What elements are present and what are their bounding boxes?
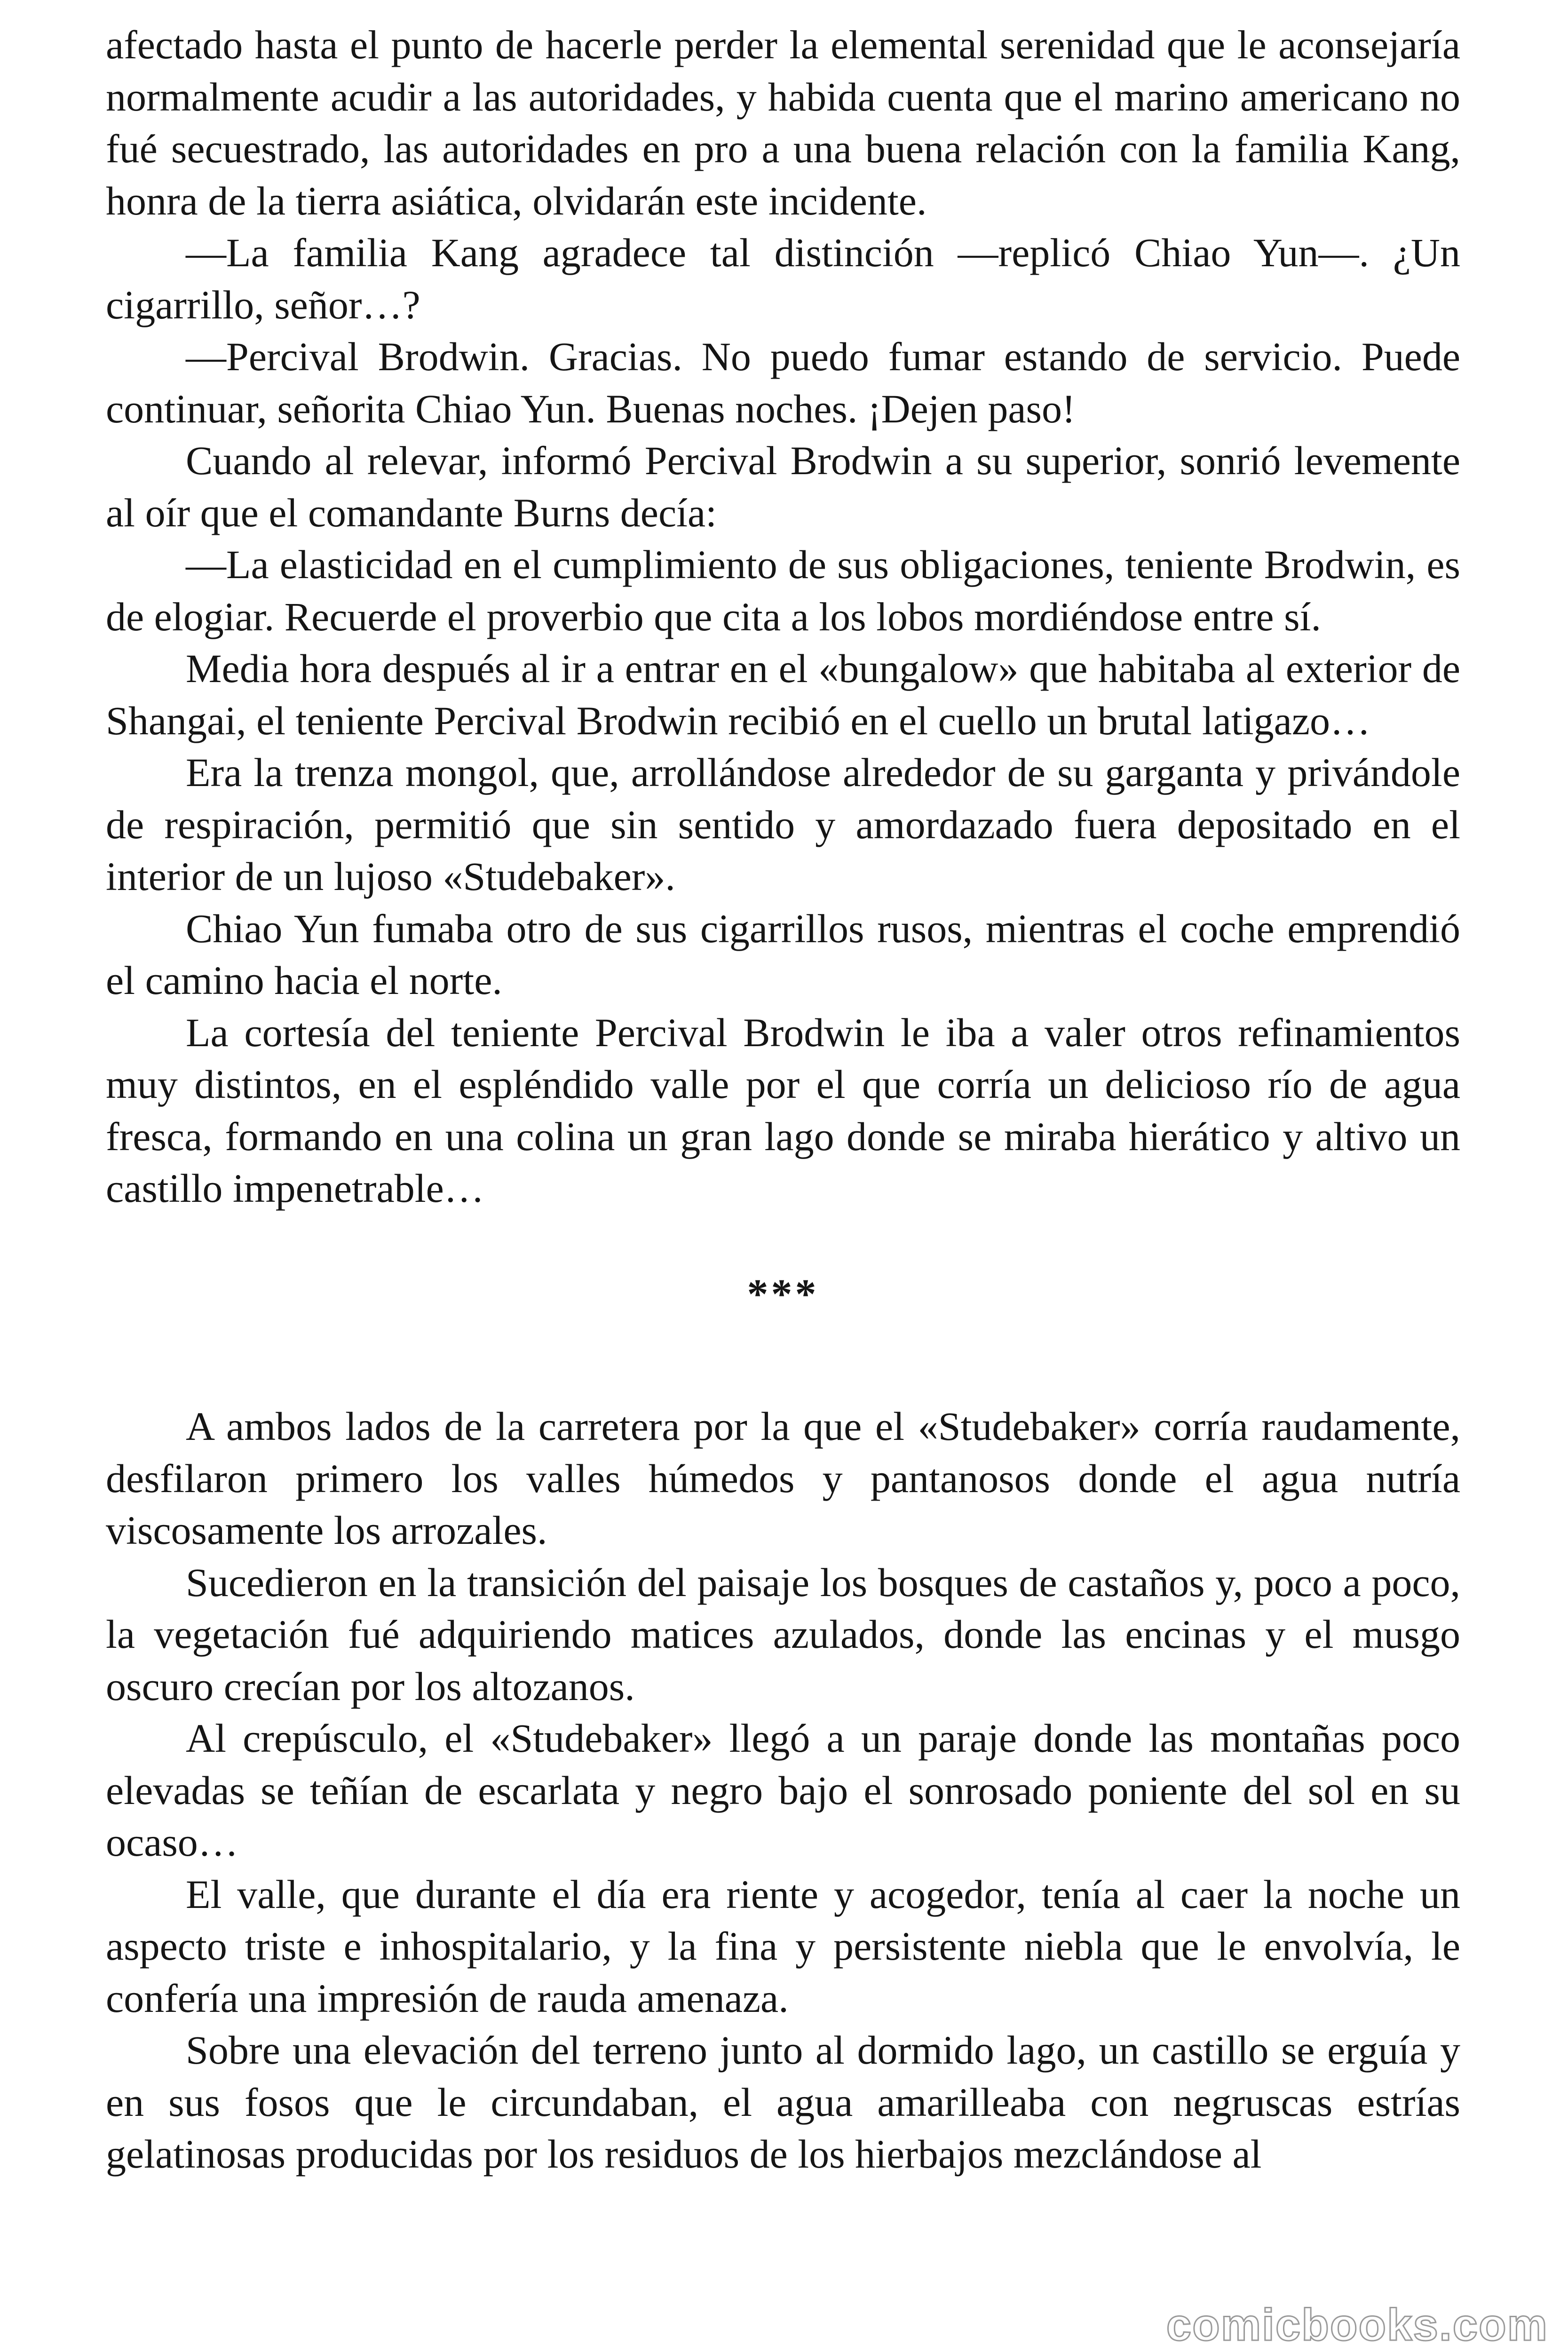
paragraph: Al crepúsculo, el «Studebaker» llegó a un paraje donde las montañas poco elevadas se teñían de escarlata y negro bajo el sonrosado poniente del sol en su ocaso… [106, 1716, 1460, 1865]
paragraph: Cuando al relevar, informó Percival Brodwin a su superior, sonrió levemente al oír que el comandante Burns decía: [106, 438, 1460, 535]
paragraph: A ambos lados de la carretera por la que el «Studebaker» corría raudamente, desfilaron primero los valles húmedos y pantanosos donde el agua nutría viscosamente los arrozales. [106, 1404, 1460, 1553]
paragraph: afectado hasta el punto de hacerle perder la elemental serenidad que le aconsejaría normalmente acudir a las autoridades, y habida cuenta que el marino americano no fué secuestrado, las autoridades en pro a una buena relación con la familia Kang, honra de la tierra asiática, olvidarán este incidente. [106, 22, 1460, 223]
paragraph: —La elasticidad en el cumplimiento de sus obligaciones, teniente Brodwin, es de elogiar. Recuerde el proverbio que cita a los lobos mordiéndose entre sí. [106, 542, 1460, 639]
paragraph: Sobre una elevación del terreno junto al dormido lago, un castillo se erguía y en sus fosos que le circundaban, el agua amarilleaba con negruscas estrías gelatinosas producidas por los residuos de los hierbajos mezclándose al [106, 2027, 1460, 2177]
paragraph: El valle, que durante el día era riente y acogedor, tenía al caer la noche un aspecto triste e inhospitalario, y la fina y persistente niebla que le envolvía, le confería una impresión de rauda amenaza. [106, 1871, 1460, 2021]
watermark: comicbooks.com [1166, 2300, 1548, 2350]
paragraph: —Percival Brodwin. Gracias. No puedo fumar estando de servicio. Puede continuar, señorita Chiao Yun. Buenas noches. ¡Dejen paso! [106, 334, 1460, 431]
paragraph: Sucedieron en la transición del paisaje los bosques de castaños y, poco a poco, la vegetación fué adquiriendo matices azulados, donde las encinas y el musgo oscuro crecían por los altozanos. [106, 1559, 1460, 1709]
paragraph: Chiao Yun fumaba otro de sus cigarrillos rusos, mientras el coche emprendió el camino hacia el norte. [106, 906, 1460, 1003]
paragraph: La cortesía del teniente Percival Brodwin le iba a valer otros refinamientos muy distintos, en el espléndido valle por el que corría un delicioso río de agua fresca, formando en una colina un gran lago donde se miraba hierático y altivo un castillo impenetrable… [106, 1009, 1460, 1211]
document-page [106, 19, 1460, 2333]
paragraph: Media hora después al ir a entrar en el «bungalow» que habitaba al exterior de Shangai, el teniente Percival Brodwin recibió en el cuello un brutal latigazo… [106, 646, 1460, 743]
paragraph: —La familia Kang agradece tal distinción —replicó Chiao Yun—. ¿Un cigarrillo, señor…? [106, 230, 1460, 327]
section-separator: *** [747, 1271, 819, 1318]
paragraph: Era la trenza mongol, que, arrollándose alrededor de su garganta y privándole de respiración, permitió que sin sentido y amordazado fuera depositado en el interior de un lujoso «Studebaker». [106, 750, 1460, 899]
